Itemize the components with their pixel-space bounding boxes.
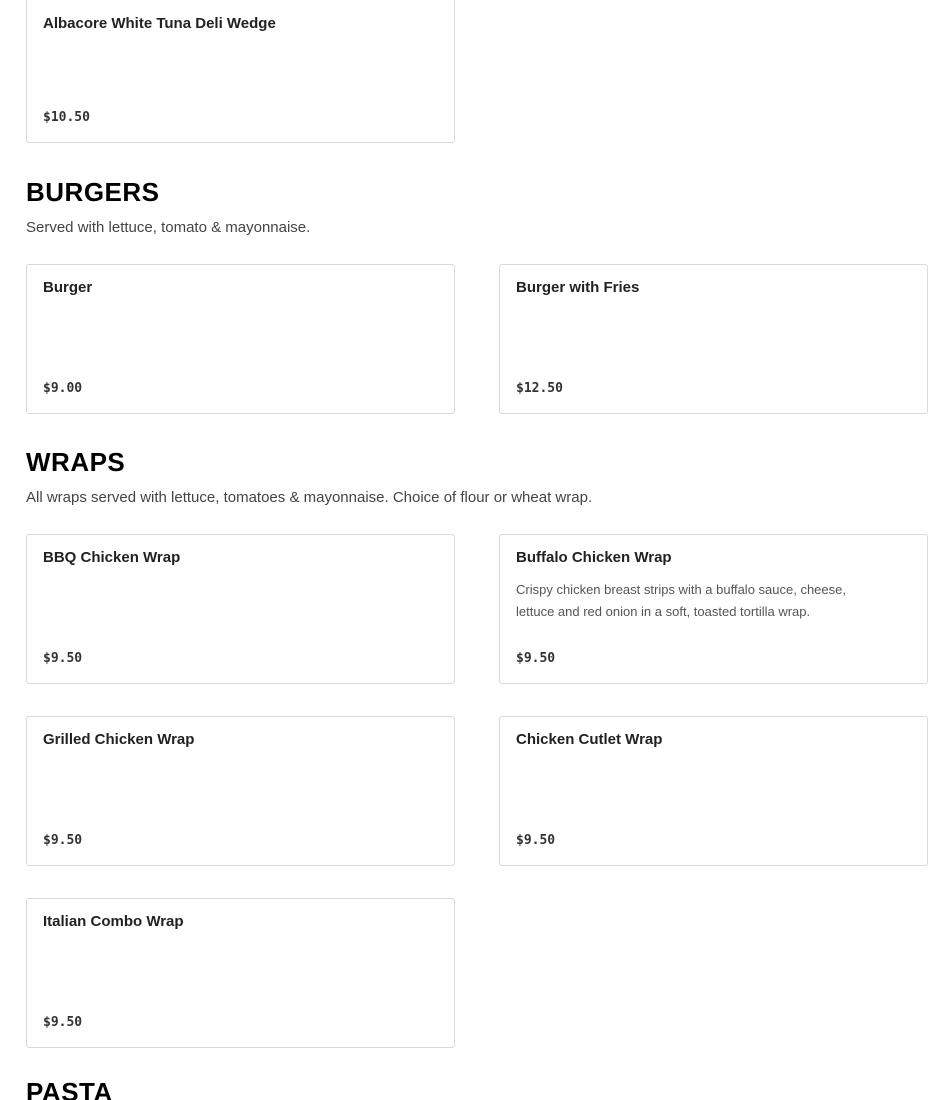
menu-item-description: Crispy chicken breast strips with a buffalo sauce, cheese, lettuce and red onion in a soft, toasted tortilla wrap.	[516, 582, 846, 619]
menu-item-name: Burger	[43, 279, 93, 296]
menu-item-card[interactable]	[499, 534, 928, 684]
menu-item-card[interactable]	[26, 898, 455, 1048]
menu-item-card[interactable]	[26, 264, 455, 414]
section-subtitle-wraps: All wraps served with lettuce, tomatoes & mayonnaise. Choice of flour or wheat wrap.	[26, 489, 593, 506]
menu-item-price: $12.50	[516, 381, 563, 396]
menu-item-card[interactable]	[499, 716, 928, 866]
menu-item-price: $9.50	[516, 651, 556, 666]
menu-item-name: Buffalo Chicken Wrap	[516, 549, 672, 566]
menu-item-name: Grilled Chicken Wrap	[43, 731, 195, 748]
menu-item-price: $9.50	[43, 1015, 83, 1030]
section-title-burgers: BURGERS	[26, 177, 160, 207]
menu-item-price: $9.00	[43, 381, 83, 396]
section-title-pasta: PASTA	[26, 1077, 113, 1100]
menu-item-price: $9.50	[43, 651, 83, 666]
menu-item-card[interactable]	[499, 264, 928, 414]
section-title-wraps: WRAPS	[26, 447, 126, 477]
section-subtitle-burgers: Served with lettuce, tomato & mayonnaise.	[26, 219, 311, 236]
menu-item-card[interactable]	[26, 534, 455, 684]
menu-item-card[interactable]	[26, 716, 455, 866]
menu-item-name: Burger with Fries	[516, 279, 640, 296]
menu-item-card[interactable]	[26, 0, 455, 143]
menu-item-price: $9.50	[43, 833, 83, 848]
menu-item-name: BBQ Chicken Wrap	[43, 549, 181, 566]
menu-item-name: Italian Combo Wrap	[43, 913, 184, 930]
menu-item-price: $9.50	[516, 833, 556, 848]
menu-item-price: $10.50	[43, 110, 90, 125]
menu-item-name: Chicken Cutlet Wrap	[516, 731, 663, 748]
menu-item-name: Albacore White Tuna Deli Wedge	[43, 15, 276, 32]
